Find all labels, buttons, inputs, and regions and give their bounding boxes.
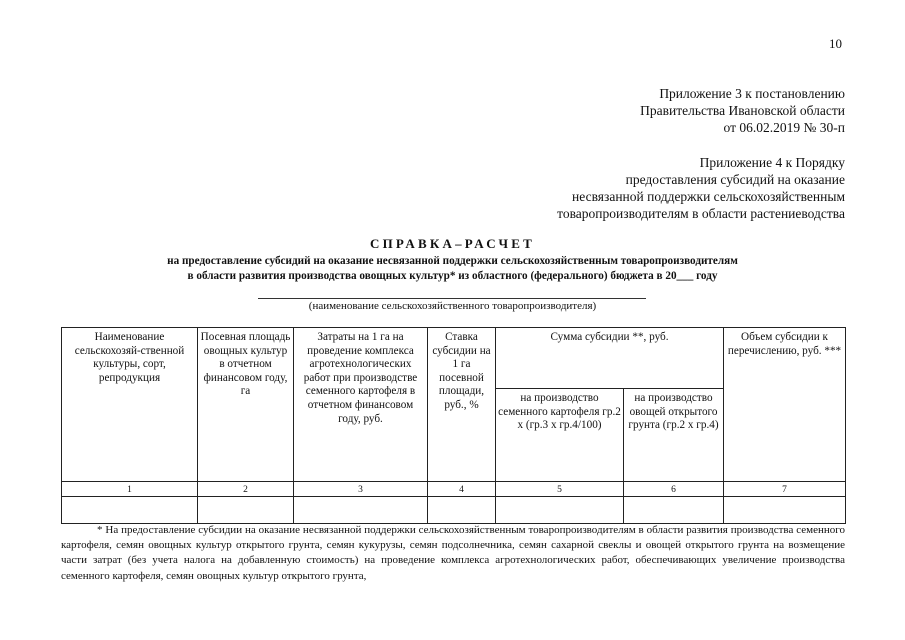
header-subsidy-sum-group: Сумма субсидии **, руб. [496,328,724,389]
appendix-3-line3: от 06.02.2019 № 30-п [723,120,845,135]
column-number: 3 [294,482,428,497]
subtitle-line1: на предоставление субсидий на оказание несвязанной поддержки сельскохозяйственным товаропроизводителям [167,255,738,267]
appendix-3-line2: Правительства Ивановской области [640,103,845,118]
producer-caption: (наименование сельскохозяйственного товаропроизводителя) [308,300,597,312]
appendix-4-line3: несвязанной поддержки сельскохозяйственным [572,189,845,204]
empty-cell [496,497,624,524]
document-title: СПРАВКА–РАСЧЕТ [370,236,535,251]
header-crop-name: Наименование сельскохозяй-ственной культуры, сорт, репродукция [62,328,198,482]
appendix-3-line1: Приложение 3 к постановлению [659,86,845,101]
empty-cell [624,497,724,524]
empty-cell [198,497,294,524]
column-number: 7 [724,482,846,497]
header-subsidy-rate: Ставка субсидии на 1 га посевной площади, руб., % [428,328,496,482]
header-open-ground-vegetables: на производство овощей открытого грунта (гр.2 х гр.4) [624,389,724,482]
column-number: 1 [62,482,198,497]
appendix-4-block [557,154,845,222]
appendix-4-line2: предоставления субсидий на оказание [625,172,845,187]
column-number: 4 [428,482,496,497]
column-numbers-row [62,482,846,497]
empty-cell [724,497,846,524]
appendix-4-line1: Приложение 4 к Порядку [699,155,845,170]
header-sown-area: Посевная площадь овощных культур в отчетном финансовом году, га [198,328,294,482]
header-subsidy-transfer: Объем субсидии к перечислению, руб. *** [724,328,846,482]
subsidy-table [61,327,846,524]
header-costs-per-ha: Затраты на 1 га на проведение комплекса агротехнологических работ при производстве семенного картофеля в отчетном финансовом году, руб. [294,328,428,482]
document-subtitle [0,254,905,284]
producer-blank-line [258,298,646,299]
page-number: 10 [829,36,842,51]
header-seed-potato: на производство семенного картофеля гр.2 х (гр.3 х гр.4/100) [496,389,624,482]
table-row [62,497,846,524]
empty-cell [294,497,428,524]
subtitle-line2: в области развития производства овощных культур* из областного (федерального) бюджета в 20___ году [187,270,718,282]
empty-cell [428,497,496,524]
column-number: 2 [198,482,294,497]
column-number: 5 [496,482,624,497]
appendix-4-line4: товаропроизводителям в области растениеводства [557,206,845,221]
empty-cell [62,497,198,524]
column-number: 6 [624,482,724,497]
footnote: * На предоставление субсидии на оказание несвязанной поддержки сельскохозяйственным товаропроизводителям в области развития производства семенного картофеля, семян овощных культур открытого грунта, семян кукурузы, семян подсолнечника, семян сахарной свеклы и овощей открытого грунта на возмещение части затрат (без учета налога на добавленную стоимость) на проведение комплекса агротехнологических работ, обеспечивающих увеличение производства семенного картофеля, семян овощных культур открытого грунта, [61,524,845,582]
appendix-3-block [640,85,845,136]
